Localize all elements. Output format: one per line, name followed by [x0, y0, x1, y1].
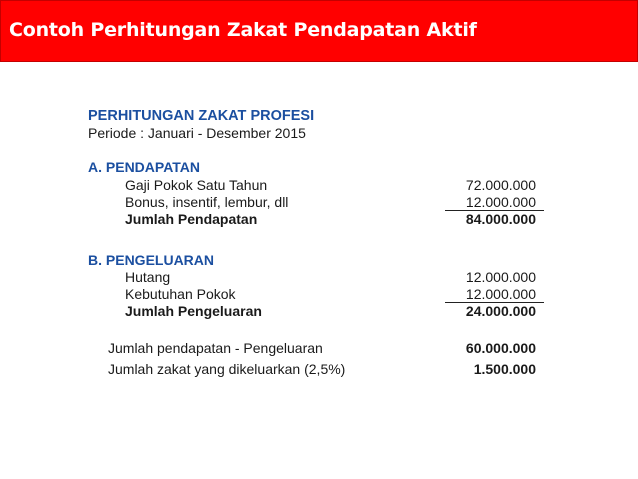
income-total-label: Jumlah Pendapatan — [125, 211, 258, 227]
summary-value: 60.000.000 — [465, 340, 536, 356]
expense-item-label: Hutang — [125, 269, 171, 285]
expense-item-value: 12.000.000 — [465, 286, 536, 302]
section-b-label: B. PENGELUARAN — [88, 252, 215, 268]
document-period: Periode : Januari - Desember 2015 — [88, 125, 306, 141]
document-heading: PERHITUNGAN ZAKAT PROFESI — [88, 108, 315, 124]
income-total-value: 84.000.000 — [465, 211, 536, 227]
summary-label: Jumlah zakat yang dikeluarkan (2,5%) — [108, 361, 346, 377]
slide-title: Contoh Perhitungan Zakat Pendapatan Aktif — [9, 19, 477, 41]
income-item-label: Gaji Pokok Satu Tahun — [125, 177, 268, 193]
expense-total-value: 24.000.000 — [465, 303, 536, 319]
income-item-label: Bonus, insentif, lembur, dll — [125, 194, 289, 210]
income-item-value: 12.000.000 — [465, 194, 536, 210]
summary-value: 1.500.000 — [473, 361, 536, 377]
summary-label: Jumlah pendapatan - Pengeluaran — [108, 340, 323, 356]
expense-total-label: Jumlah Pengeluaran — [125, 303, 262, 319]
expense-item-label: Kebutuhan Pokok — [125, 286, 236, 302]
income-item-value: 72.000.000 — [465, 177, 536, 193]
section-a-label: A. PENDAPATAN — [88, 159, 200, 175]
expense-item-value: 12.000.000 — [465, 269, 536, 285]
